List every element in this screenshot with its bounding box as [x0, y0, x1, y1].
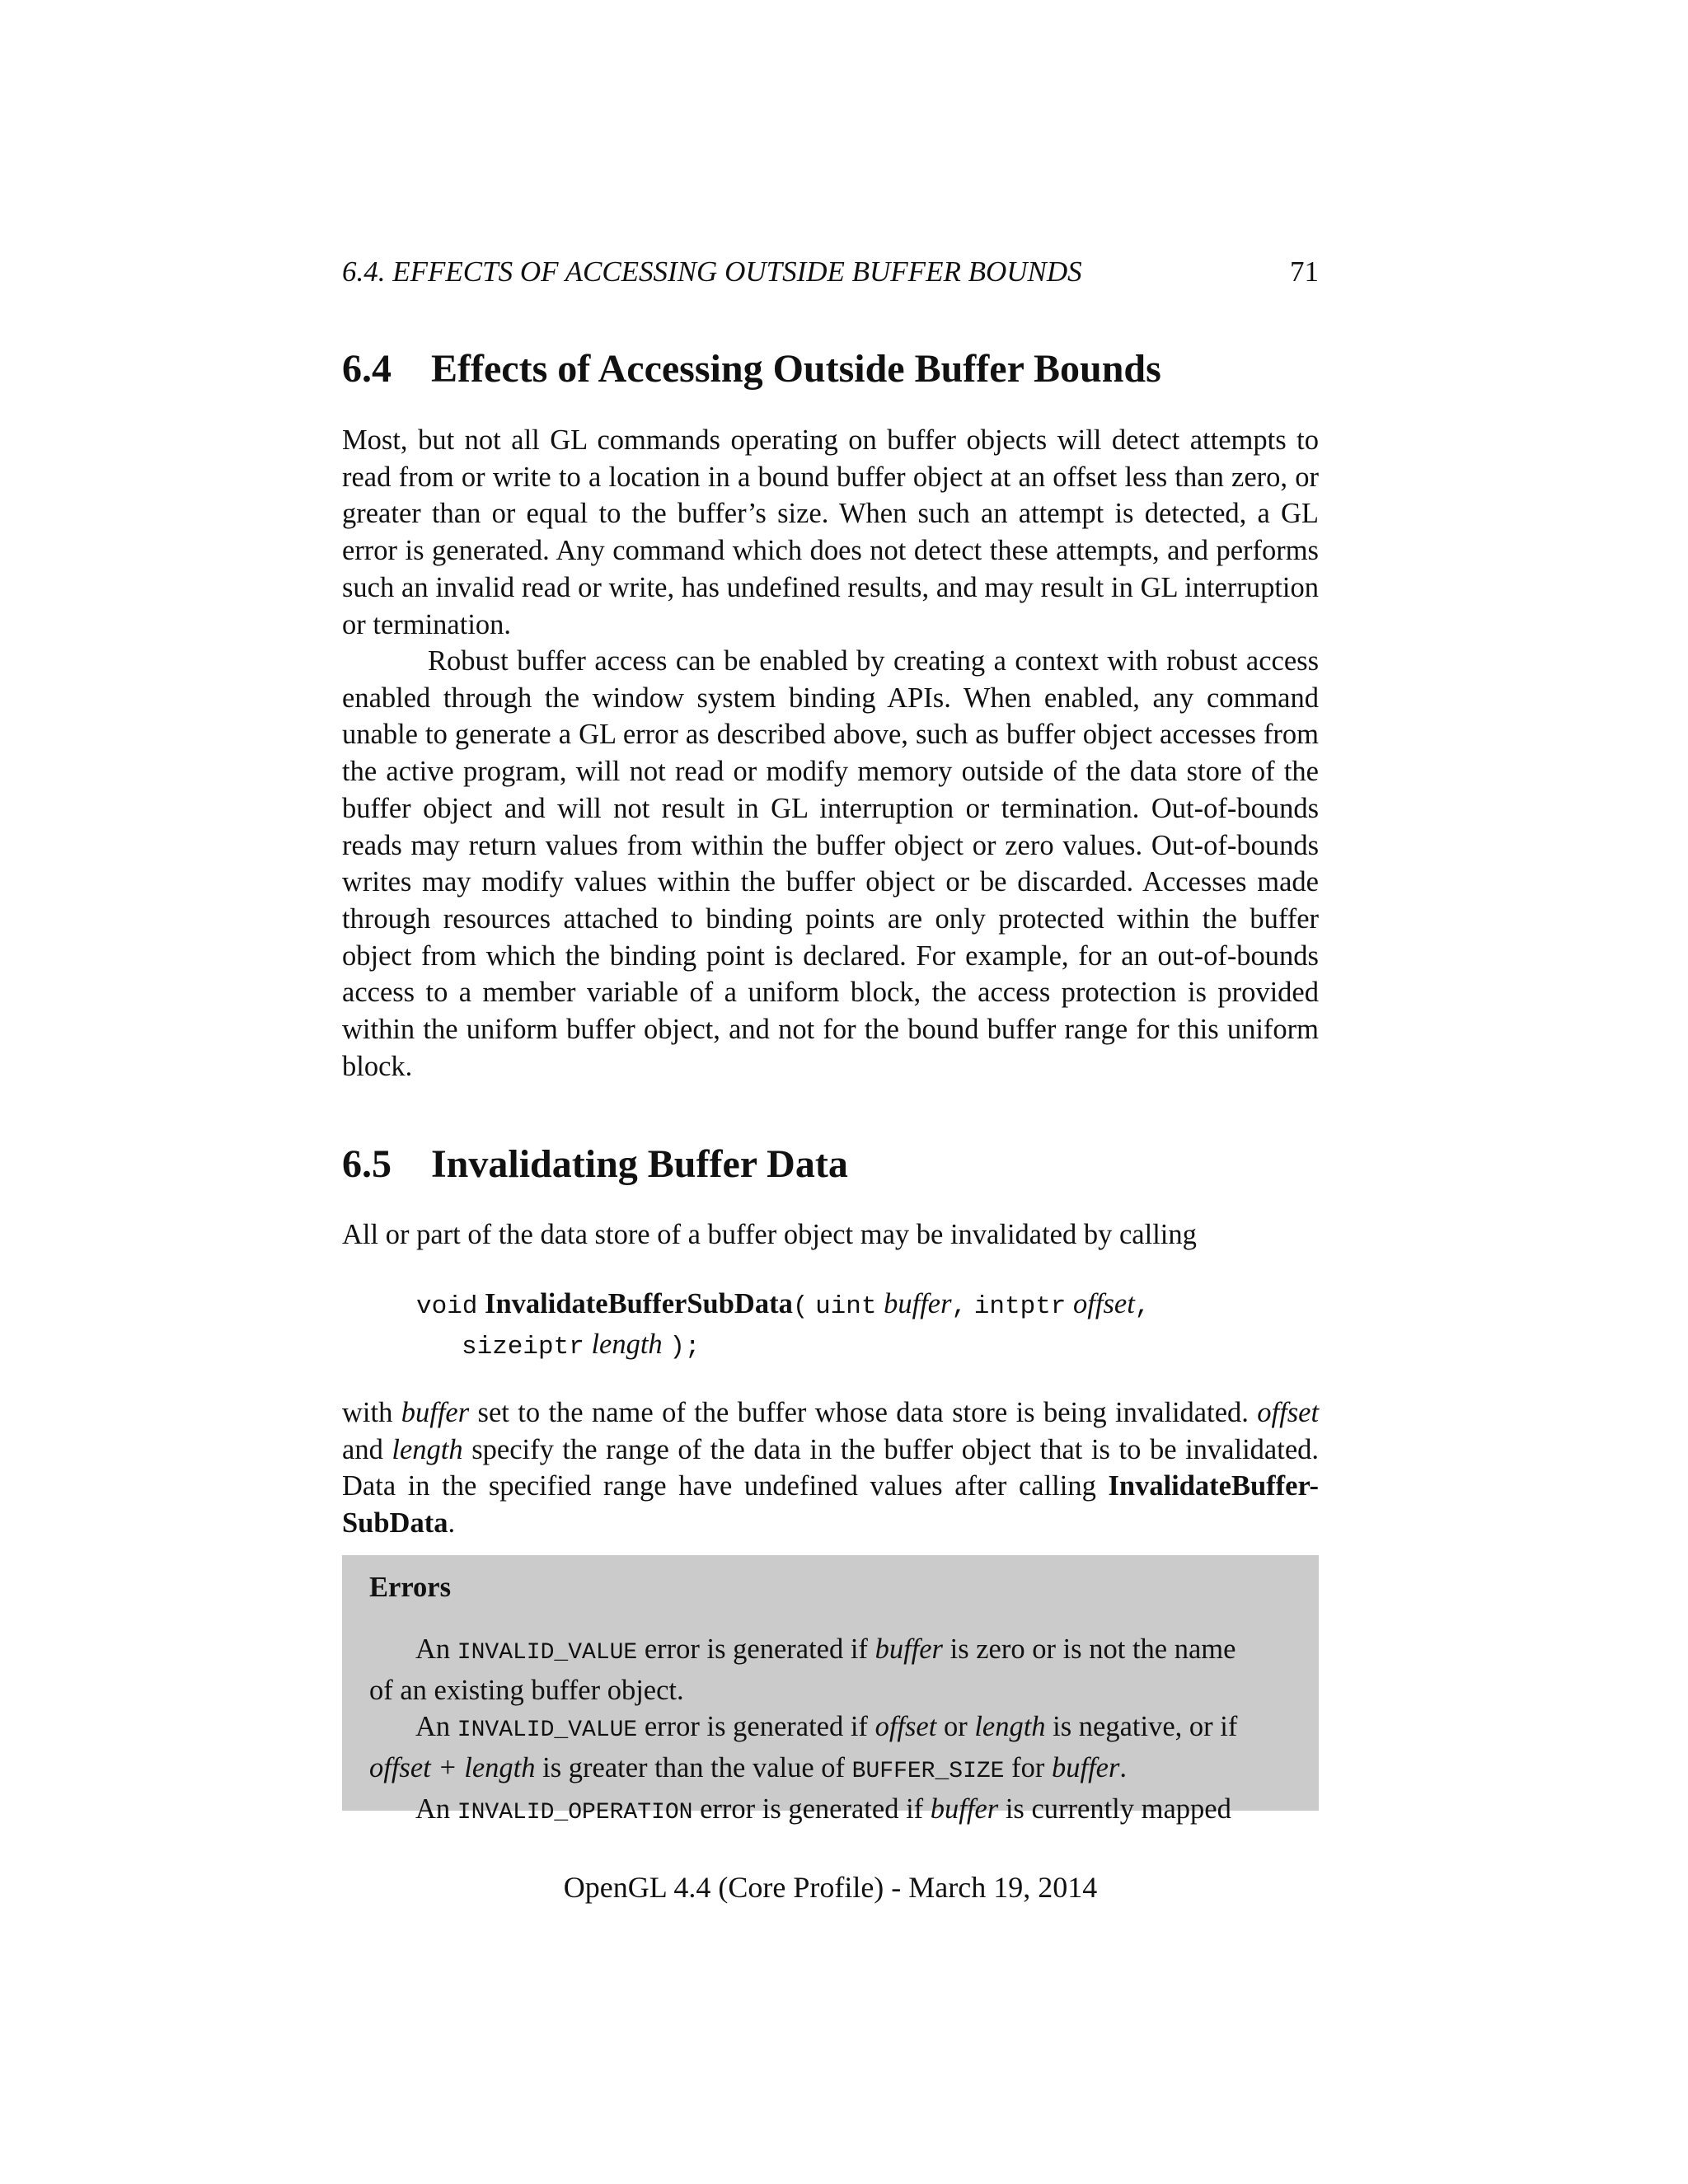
section-6-5-intro: All or part of the data store of a buffer object may be invalidated by calling — [342, 1219, 1197, 1250]
math-expression: offset + length — [369, 1752, 536, 1784]
error-3-line-1 — [369, 1791, 1292, 1832]
text: for — [1011, 1752, 1045, 1784]
paragraph-1: Most, but not all GL commands operating on buffer objects will detect attempts to read from or write to a location in a bound buffer object at an offset less than zero, or greater than or equal to the buffer’s size. When such an attempt is detected, a GL error is generated. Any command which does not detect these attempts, and performs such an invalid read or write, has undefined results, and may result in GL interruption or termination. — [342, 424, 1319, 640]
param-buffer: buffer — [930, 1793, 999, 1825]
text: is zero or is not the name — [950, 1633, 1236, 1665]
error-code: INVALID_OPERATION — [457, 1799, 693, 1825]
section-number: 6.5 — [342, 1142, 392, 1186]
prototype-line-2 — [416, 1326, 1150, 1366]
text: error is generated if — [700, 1793, 924, 1825]
errors-text — [369, 1631, 1292, 1832]
param-offset: offset — [1257, 1397, 1320, 1428]
text: or — [943, 1711, 968, 1743]
text: set to the name of the buffer whose data store is being invalidated. — [477, 1397, 1249, 1428]
comma: , — [1134, 1292, 1151, 1321]
text: and — [342, 1433, 383, 1465]
errors-box — [342, 1555, 1319, 1825]
section-title: Effects of Accessing Outside Buffer Bounds — [431, 347, 1161, 391]
text: error is generated if — [644, 1711, 868, 1743]
function-reference: InvalidateBuffer-SubData — [342, 1470, 1319, 1540]
text: with — [342, 1397, 393, 1428]
error-code: INVALID_VALUE — [457, 1640, 638, 1666]
text: An — [415, 1793, 451, 1825]
function-name: InvalidateBufferSubData — [485, 1288, 793, 1319]
constant-name: BUFFER_SIZE — [851, 1759, 1005, 1785]
param-length: length — [392, 1433, 463, 1465]
param-buffer: buffer — [1051, 1752, 1120, 1784]
text: . — [448, 1507, 456, 1540]
section-6-5-heading — [342, 1140, 1319, 1189]
prototype-description — [342, 1394, 1319, 1542]
param-offset: offset — [874, 1711, 937, 1743]
arg3-name: length — [591, 1328, 663, 1360]
text: error is generated if — [644, 1633, 868, 1665]
close-paren: ); — [669, 1332, 701, 1361]
error-2-line-1 — [369, 1708, 1292, 1750]
section-title: Invalidating Buffer Data — [431, 1142, 848, 1186]
arg3-type: sizeiptr — [462, 1332, 584, 1361]
function-prototype — [416, 1286, 1150, 1366]
section-number: 6.4 — [342, 347, 392, 391]
text: An — [415, 1633, 451, 1665]
page-number: 71 — [1290, 255, 1319, 288]
arg2-type: intptr — [973, 1292, 1067, 1321]
paragraph-2: Robust buffer access can be enabled by creating a context with robust access enabled through the window system binding APIs. When enabled, any command unable to generate a GL error as described above, such as buffer object accesses from the active program, will not read or modify memory outside of the data store of the buffer object and will not result in GL interruption or termination. Out-of-bounds reads may return values from within the buffer object or zero values. Out-of-bounds writes may modify values within the buffer object or be discarded. Accesses made through resources attached to binding points are only protected within the buffer object from which the binding point is declared. For example, for an out-of-bounds access to a member variable of a uniform block, the access protection is provided within the uniform buffer object, and not for the bound buffer range for this uniform block. — [342, 645, 1319, 1082]
error-1-line-2 — [369, 1672, 1292, 1709]
param-buffer: buffer — [401, 1397, 470, 1428]
prototype-line-1 — [416, 1286, 1150, 1326]
open-paren: ( — [792, 1292, 809, 1321]
error-code: INVALID_VALUE — [457, 1718, 638, 1744]
param-buffer: buffer — [874, 1633, 943, 1665]
comma: , — [951, 1292, 968, 1321]
arg1-type: uint — [815, 1292, 877, 1321]
page-footer: OpenGL 4.4 (Core Profile) - March 19, 2014 — [563, 1871, 1098, 1904]
text: is currently mapped — [1005, 1793, 1231, 1825]
text: An — [415, 1711, 451, 1743]
text: is greater than the value of — [542, 1752, 846, 1784]
section-6-4-heading — [342, 344, 1319, 394]
arg1-name: buffer — [884, 1288, 952, 1319]
text: of an existing buffer object. — [369, 1674, 684, 1706]
text: is negative, or if — [1053, 1711, 1238, 1743]
running-title: 6.4. EFFECTS OF ACCESSING OUTSIDE BUFFER BOUNDS — [342, 255, 1082, 288]
text: specify the range of the data in the buffer object that is to be invalidated. Data in the specified range have undefined values after calling — [342, 1433, 1320, 1502]
error-1-line-1 — [369, 1631, 1292, 1672]
errors-title: Errors — [369, 1572, 452, 1603]
arg2-name: offset — [1073, 1288, 1135, 1319]
error-2-line-2 — [369, 1750, 1292, 1791]
param-length: length — [974, 1711, 1046, 1743]
text: . — [1119, 1752, 1128, 1784]
running-header — [342, 247, 1319, 297]
return-type: void — [416, 1292, 478, 1321]
